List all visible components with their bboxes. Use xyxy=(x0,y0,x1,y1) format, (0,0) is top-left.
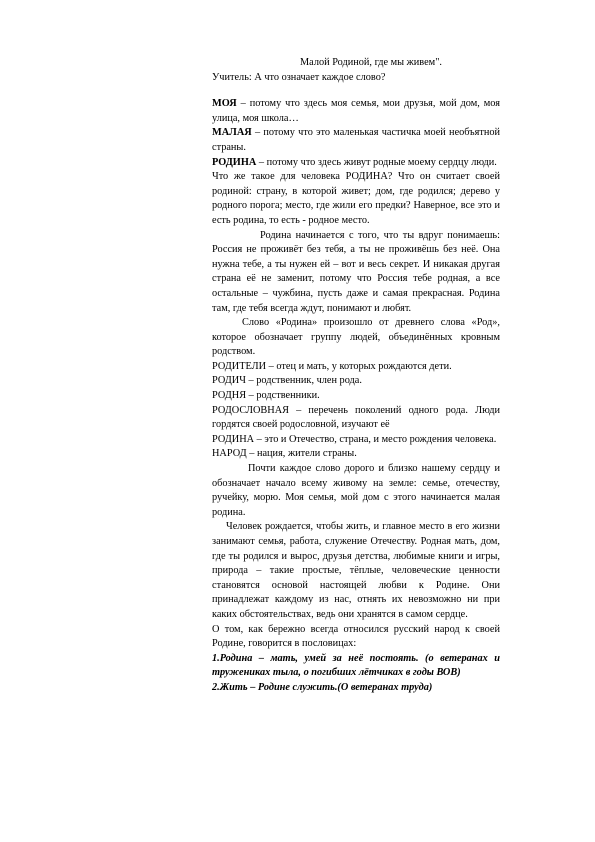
word-definition-rodina xyxy=(212,156,500,171)
word-definition-malaya xyxy=(212,126,500,155)
definition-rodnya: РОДНЯ – родственники. xyxy=(212,390,320,402)
word-definition-moya xyxy=(212,97,500,126)
paragraph-proverbs-intro: О том, как бережно всегда относился русский народ к своей Родине, говорится в пословицах: xyxy=(212,623,500,650)
definition-narod: НАРОД – нация, жители страны. xyxy=(212,448,357,460)
spacer xyxy=(212,85,500,97)
proverb-2: 2.Жить – Родине служить.(О ветеранах труда) xyxy=(212,681,433,693)
definition-rodina: РОДИНА – это и Отечество, страна, и место рождения человека. xyxy=(212,433,497,445)
definition-rodina: – потому что здесь живут родные моему сердцу люди. xyxy=(256,156,497,168)
paragraph-dear-words: Почти каждое слово дорого и близко нашему сердцу и обозначает начало всему живому на земле: семье, отечеству, ручейку, морю. Моя семья, мой дом с этого начинается малая родина. xyxy=(212,463,500,518)
teacher-question: Учитель: А что означает каждое слово? xyxy=(212,71,386,83)
paragraph-what-is-rodina: Что же такое для человека РОДИНА? Что он считает своей родиной: страну, в которой живет; дом, где родился; дерево у родного порога; место, где жили его предки? Наверное, все это и есть родина, то есть - родное место. xyxy=(212,171,500,226)
document-body xyxy=(212,56,500,696)
paragraph-rodina-begins: Родина начинается с того, что ты вдруг понимаешь: Россия не проживёт без тебя, а ты не проживёшь без неё. Она нужна тебе, а ты нужен ей – вот и весь секрет. И никакая другая страна её не заменит, потому что Россия тебе родная, а все остальные – чужбина, пусть даже и самая прекрасная. Родина там, где тебя всегда ждут, понимают и любят. xyxy=(212,229,500,314)
term-moya: МОЯ xyxy=(212,98,237,110)
document-title: Малой Родиной, где мы живем". xyxy=(300,57,442,68)
proverb-1: 1.Родина – мать, умей за неё постоять. (о ветеранах и тружениках тыла, о погибших лётчиках в годы ВОВ) xyxy=(212,652,500,679)
definition-rodoslovnaya: РОДОСЛОВНАЯ – перечень поколений одного рода. Люди гордятся своей родословной, изучают её xyxy=(212,404,500,431)
term-malaya: МАЛАЯ xyxy=(212,127,252,139)
term-rodina: РОДИНА xyxy=(212,156,257,168)
paragraph-word-origin: Слово «Родина» произошло от древнего слова «Род», которое обозначает группу людей, объединённых кровным родством. xyxy=(212,317,500,358)
definition-rodich: РОДИЧ – родственник, член рода. xyxy=(212,375,362,387)
definition-moya: – потому что здесь моя семья, мои друзья, мой дом, моя улица, моя школа… xyxy=(212,98,500,124)
definition-malaya: – потому что это маленькая частичка моей необъятной страны. xyxy=(212,127,500,153)
paragraph-person-born: Человек рождается, чтобы жить, и главное место в его жизни занимают семья, работа, служение Отечеству. Родная мать, дом, где ты родился и вырос, друзья детства, любимые книги и игры, природа – такие простые, тёплые, человеческие ценности становятся основой настоящей любви к Родине. Они принадлежат каждому из нас, отнять их невозможно ни при каких обстоятельствах, ведь они хранятся в самом сердце. xyxy=(212,521,500,620)
definition-roditeli: РОДИТЕЛИ – отец и мать, у которых рождаются дети. xyxy=(212,360,452,372)
